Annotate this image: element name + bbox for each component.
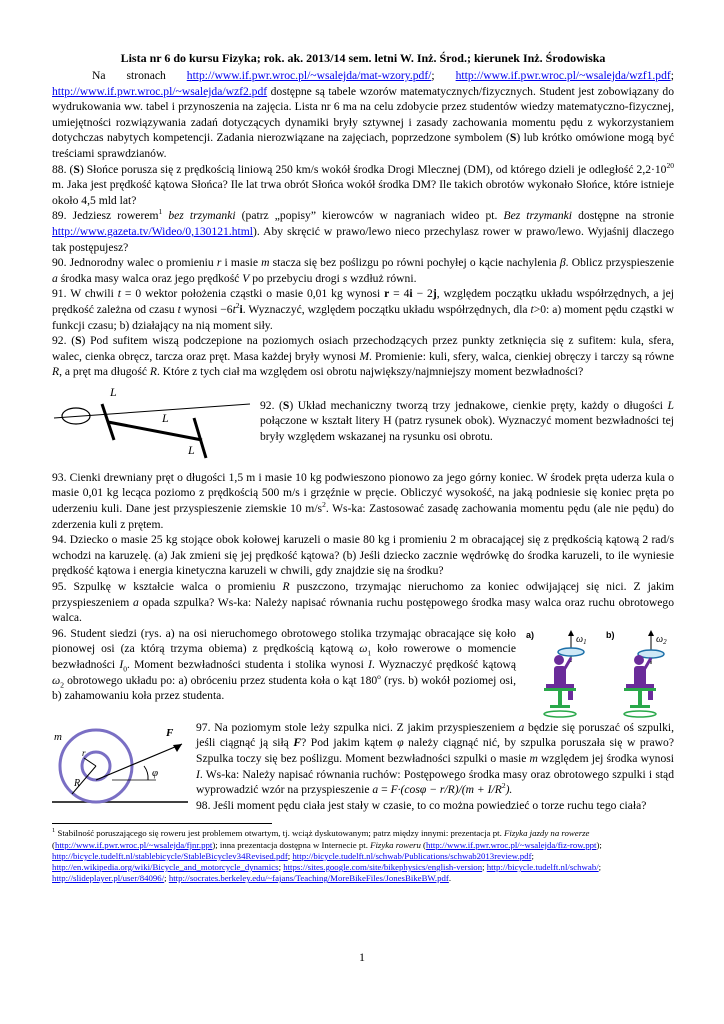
omega2-label: $\omega_2$ bbox=[656, 633, 667, 646]
symbol-s: S bbox=[75, 334, 82, 348]
label-l-3: L bbox=[188, 442, 195, 457]
var: R bbox=[149, 365, 157, 379]
problem-98: 98. Jeśli moment pędu ciała jest stały w czasie, to co można powiedzieć o torze ruchu tego ciała? bbox=[196, 798, 647, 812]
text: i masie bbox=[221, 256, 262, 270]
student-stool-figure bbox=[524, 628, 674, 720]
var: I bbox=[119, 658, 124, 671]
text: 96. Student siedzi (rys. a) na osi nieruchomego obrotowego stolika trzymając obracające się koło pionowej osi (za którą trzyma obiema) z prędkością kątową bbox=[52, 626, 516, 656]
italic-text: Fizyka jazdy na rowerze bbox=[504, 828, 590, 839]
radius-r-line bbox=[84, 758, 96, 766]
text: , a pręt ma długość bbox=[59, 365, 150, 379]
text: >0: a) moment pędu cząstki w funkcji czasu; b) działający na nią moment siły. bbox=[52, 302, 674, 332]
text: należy ciągnąć nić, by szpulka poruszała się w prawo? Szpulka toczy się bez poślizgu. Moment bezwładności szpulki o masie bbox=[196, 736, 675, 765]
text: = bbox=[378, 783, 391, 797]
text: 95. Szpulkę w kształcie walca o promieniu bbox=[52, 580, 283, 594]
angle-arc bbox=[144, 766, 148, 780]
text: będzie się poruszać oś szpulki, jeśli ciągnąć ją siłą bbox=[196, 720, 674, 750]
separator: ; bbox=[670, 69, 674, 82]
exponent: 2 bbox=[235, 301, 240, 311]
vector: r bbox=[384, 287, 390, 301]
footnote-link-wikipedia[interactable]: http://en.wikipedia.org/wiki/Bicycle_and_motorcycle_dynamics bbox=[52, 861, 279, 872]
text: ; bbox=[164, 873, 169, 884]
symbol-s: S bbox=[509, 131, 517, 145]
italic-text: bez trzymanki bbox=[168, 209, 236, 223]
intro-text: dostępne są tabele wzorów matematycznych/fizycznych. Student jest zobowiązany do wydrukowania ww. tabel i przynoszenia na zajęcia. Lista nr 6 ma na celu zdobycie przez studentów wiedzy matematyczno-fizycznej, umiejętności rozwiązywania zadań dotyczących dynamiki bryły sztywnej i zasady zachowania momentu pędu z wykorzystaniem dotychczas nabytych kompetencji. Zadania nierozwiązane na zajęciach, poprzedzone symbolem ( bbox=[52, 84, 674, 145]
text: ; bbox=[531, 850, 534, 861]
subscript: 2 bbox=[60, 679, 64, 689]
label-l-2: L bbox=[162, 410, 169, 425]
text: ) Pod sufitem wiszą podczepione na poziomych osiach przechodzących przez punkty zetknięcia się z sufitem: kula, sfera, walec, cienka obręcz, tarcza oraz pręt. Masa każdej bryły wynosi bbox=[52, 334, 674, 363]
problem-94: 94. Dziecko o masie 25 kg stojące obok kołowej karuzeli o masie 80 kg i promieniu 2 m obracającej się z prędkością kątową 2 rad/s wchodzi na karuzelę. (a) Jak zmieni się jej prędkość kątowa? (b) Jeśli dziecko zacznie wędrówkę do środka karuzeli, to ile wyniesie prędkość kątowa i energia kinetyczna karuzeli w chwili, gdy znajdzie się na środku? bbox=[52, 533, 674, 578]
footnote-link-berkeley[interactable]: http://socrates.berkeley.edu/~fajans/Teaching/MoreBikeFiles/JonesBikeBW.pdf bbox=[168, 873, 449, 884]
var: t bbox=[232, 302, 236, 316]
label-phi: φ bbox=[152, 766, 159, 779]
footnote-link-slideplayer[interactable]: http://slideplayer.pl/user/84096/ bbox=[52, 873, 165, 884]
exponent: 2 bbox=[322, 500, 326, 510]
text: . Oblicz przyspieszenie bbox=[565, 256, 675, 270]
link-gazeta[interactable]: http://www.gazeta.tv/Wideo/0,130121.html bbox=[52, 224, 253, 238]
var: I bbox=[196, 767, 200, 781]
var: t bbox=[177, 302, 181, 316]
text: . bbox=[448, 873, 452, 884]
text: = 4 bbox=[389, 287, 410, 301]
text: 92. ( bbox=[260, 398, 283, 412]
student-b bbox=[624, 630, 667, 717]
text: ( bbox=[52, 839, 55, 850]
exponent: 2 bbox=[501, 781, 506, 791]
intro-text: ) lub krótko omówione mogą być treściami sprawdzianów. bbox=[52, 131, 674, 160]
text: puszczono, trzymając nieruchomo za koniec odwijającej się nici. Z jakim przyspieszeniem bbox=[52, 580, 675, 609]
text: 92. ( bbox=[52, 334, 76, 348]
vector: i bbox=[409, 287, 413, 301]
footnote-link-stablebicycle[interactable]: http://bicycle.tudelft.nl/stablebicycle/StableBicyclev34Revised.pdf bbox=[52, 850, 288, 861]
footnote-divider bbox=[52, 823, 272, 824]
text: 90. Jednorodny walec o promieniu bbox=[52, 256, 217, 270]
var: t bbox=[530, 302, 534, 316]
text: . Wyznaczyć prędkość kątową bbox=[371, 658, 516, 671]
var: β bbox=[559, 256, 566, 270]
text: 93. Cienki drewniany pręt o długości 1,5 m i masie 10 kg podwieszono pionowo za jego górny koniec. W środek pręta uderza kula o masie 0,01 kg lecąca poziomo z prędkością 500 m/s i grzęźnie w pręcie. Obliczyć wysokość, na jaką podniesie się koniec pręta po uderzeniu kuli. Dane jest przyspieszenie ziemskie 10 m/s bbox=[52, 470, 674, 516]
footnote-link-schwab[interactable]: http://bicycle.tudelft.nl/schwab/ bbox=[486, 861, 599, 872]
h-frame-figure bbox=[52, 382, 252, 468]
text: względem jej środka wynosi bbox=[537, 752, 675, 765]
link-mat-wzory[interactable]: http://www.if.pwr.wroc.pl/~wsalejda/mat-wzory.pdf/ bbox=[186, 69, 432, 82]
label-F: F bbox=[166, 726, 174, 739]
footnote bbox=[52, 828, 674, 884]
var: m bbox=[529, 752, 538, 765]
text: ; bbox=[482, 861, 485, 872]
var: I bbox=[368, 658, 372, 671]
intro-text: Na stronach bbox=[92, 69, 166, 82]
text: wzdłuż równi. bbox=[347, 271, 417, 285]
text: Stabilność poruszającego się roweru jest problemem otwartym, tj. wciąż dyskutowanym; patrz między innymi: prezentacja pt. bbox=[55, 828, 505, 839]
text: = 0 wektor położenia cząstki o masie 0,01 kg wynosi bbox=[120, 287, 385, 301]
var: φ bbox=[397, 736, 404, 750]
text: − 2 bbox=[412, 287, 433, 301]
document-page bbox=[52, 50, 674, 884]
var: a bbox=[52, 271, 58, 285]
problem-93 bbox=[52, 470, 674, 532]
var: m bbox=[261, 256, 270, 270]
label-R: R bbox=[74, 777, 81, 789]
text: połączone w kształt litery H (patrz rysunek obok). Wyznaczyć moment bezwładności tej bryły względem wskazanej na rysunku osi obrotu. bbox=[260, 414, 674, 444]
problem-88 bbox=[52, 162, 674, 209]
exponent: o bbox=[377, 671, 381, 681]
text: ) Słońce porusza się z prędkością liniową 250 km/s wokół środka Drogi Mlecznej (DM), od którego dzieli je odległość 2,2·10 bbox=[79, 162, 667, 176]
var: ω bbox=[52, 673, 61, 687]
var: t bbox=[117, 287, 121, 301]
vector: F bbox=[293, 736, 302, 750]
italic-text: Bez trzymanki bbox=[503, 209, 573, 223]
text: , względem początku układu współrzędnych, a jej prędkość zależna od czasu bbox=[52, 287, 674, 316]
text: . Promienie: kuli, sfery, walca, cienkiej obręczy i tarczy są równe bbox=[369, 349, 674, 363]
text: . Ws-ka: Należy napisać równania ruchów: Postępowego środka masy oraz obrotowego szpulki i stąd wyprowadzić wzór na przyspieszenie bbox=[196, 767, 674, 797]
omega1-label: $\omega_1$ bbox=[576, 633, 587, 646]
problem-89 bbox=[52, 208, 674, 255]
rod-middle bbox=[108, 422, 202, 440]
text: 97. Na poziomym stole leży szpulka nici. Z jakim przyspieszeniem bbox=[196, 720, 519, 734]
text: m. Jaka jest prędkość kątowa Słońca? Ile lat trwa obrót Słońca wokół środka DM? Ile takich obrotów wykonało Słońce, które istnieje około 4,5 mld lat? bbox=[52, 178, 674, 207]
problem-91 bbox=[52, 286, 674, 333]
link-wzf2[interactable]: http://www.if.pwr.wroc.pl/~wsalejda/wzf2.pdf bbox=[52, 84, 268, 98]
force-arrowhead bbox=[173, 744, 182, 752]
text: koło rowerowe o momencie bezwładności bbox=[52, 642, 516, 671]
link-wzf1[interactable]: http://www.if.pwr.wroc.pl/~wsalejda/wzf1.pdf bbox=[455, 69, 671, 82]
footnote-number: 1 bbox=[52, 827, 56, 835]
text: . Ws-ka: Zastosować zasadę zachowania momentu pędu (ale nie pędu) do zderzenia kuli z prętem. bbox=[52, 502, 674, 531]
problem-92-h-block bbox=[52, 382, 674, 468]
text: ); inna prezentacja dostępna w Internecie pt. bbox=[212, 839, 371, 850]
subscript: 0 bbox=[123, 664, 127, 674]
var: R bbox=[282, 580, 290, 594]
var: ω bbox=[359, 642, 368, 656]
text: (rys. b) wokół poziomej osi, b) zahamowaniu koła przez studenta. bbox=[52, 673, 517, 703]
text: ; bbox=[598, 861, 602, 872]
text: ; bbox=[287, 850, 293, 861]
spool-figure bbox=[52, 722, 188, 806]
page-title: Lista nr 6 do kursu Fizyka; rok. ak. 2013/14 sem. letni W. Inż. Środ.; kierunek Inż. Środowiska bbox=[120, 51, 606, 65]
vector: j bbox=[432, 287, 437, 301]
vector: i bbox=[239, 302, 243, 316]
text: stacza się bez poślizgu po równi pochyłej o kącie nachylenia bbox=[269, 256, 560, 270]
text: ( bbox=[420, 839, 426, 850]
text: ; bbox=[278, 861, 284, 872]
text: . Które z tych ciał ma względem osi obrotu największy/najmniejszy moment bezwładności? bbox=[156, 365, 584, 379]
student-a bbox=[544, 630, 587, 717]
italic-text: Fizyka roweru bbox=[370, 839, 421, 850]
var: a bbox=[132, 595, 139, 609]
text: wynosi −6 bbox=[180, 302, 233, 316]
text: 91. W chwili bbox=[52, 287, 118, 301]
exponent: 20 bbox=[666, 160, 674, 170]
problem-95 bbox=[52, 579, 674, 626]
var: s bbox=[342, 271, 348, 285]
text: ). Aby skręcić w prawo/lewo nieco przechylasz rower w prawo/lewo. Wyjaśnij dlaczego tak postępujesz? bbox=[52, 224, 674, 254]
subscript: 1 bbox=[367, 648, 372, 658]
text: ? Pod jakim kątem bbox=[301, 736, 398, 750]
symbol-s: S bbox=[282, 398, 290, 412]
text: . Moment bezwładności studenta i stolika wynosi bbox=[126, 658, 369, 671]
text: (patrz „popisy” kierowców w nagraniach wideo pt. bbox=[235, 209, 504, 223]
label-b: b) bbox=[606, 629, 615, 640]
page-number: 1 bbox=[359, 950, 365, 964]
text: środka masy walca oraz jego prędkość bbox=[57, 271, 243, 285]
text: po przebyciu drogi bbox=[249, 271, 343, 285]
var: R bbox=[52, 365, 60, 379]
problem-92-solids bbox=[52, 333, 674, 380]
footnote-ref[interactable]: 1 bbox=[158, 207, 163, 217]
problem-90 bbox=[52, 255, 674, 286]
text: 88. ( bbox=[52, 162, 74, 176]
var: a bbox=[518, 720, 525, 734]
text: ) Układ mechaniczny tworzą trzy jednakowe, cienkie pręty, każdy o długości bbox=[289, 398, 668, 412]
footnote-link-fjnr[interactable]: http://www.if.pwr.wroc.pl/~wsalejda/fjnr.ppt bbox=[54, 839, 213, 850]
intro-paragraph bbox=[52, 68, 674, 162]
text: . Wyznaczyć, względem początku układu współrzędnych, dla bbox=[242, 302, 531, 316]
label-m: m bbox=[54, 730, 62, 743]
rotation-axis-line bbox=[54, 404, 250, 418]
var: a bbox=[372, 783, 379, 797]
footnote-link-bikephysics[interactable]: https://sites.google.com/site/bikephysics/english-version bbox=[283, 861, 483, 872]
var: L bbox=[667, 398, 674, 412]
text: opada szpulka? Ws-ka: Należy napisać równania ruchu postępowego środka masy walca oraz ruchu obrotowego walca. bbox=[52, 595, 674, 625]
text: 89. Jedziesz rowerem bbox=[52, 209, 159, 223]
label-r: r bbox=[82, 747, 86, 758]
var: r bbox=[216, 256, 222, 270]
text: ); bbox=[596, 839, 602, 850]
formula: F·(cosφ − r/R)/(m + I/R bbox=[390, 783, 502, 797]
var: M bbox=[359, 349, 369, 363]
footnote-link-fiz-row[interactable]: http://www.if.pwr.wroc.pl/~wsalejda/fiz-row.ppt bbox=[426, 839, 597, 850]
separator: ; bbox=[431, 69, 456, 82]
text: dostępne na stronie bbox=[572, 209, 674, 223]
problem-92-h bbox=[260, 382, 674, 445]
formula: ). bbox=[505, 783, 513, 797]
var: V bbox=[242, 271, 250, 285]
footnote-link-schwab2013[interactable]: http://bicycle.tudelft.nl/schwab/Publications/schwab2013review.pdf bbox=[292, 850, 532, 861]
label-l-1: L bbox=[110, 384, 117, 399]
text: obrotowego układu po: a) obróceniu przez studenta koła o kąt 180 bbox=[63, 673, 378, 687]
label-a: a) bbox=[526, 629, 535, 640]
symbol-s: S bbox=[73, 162, 80, 176]
